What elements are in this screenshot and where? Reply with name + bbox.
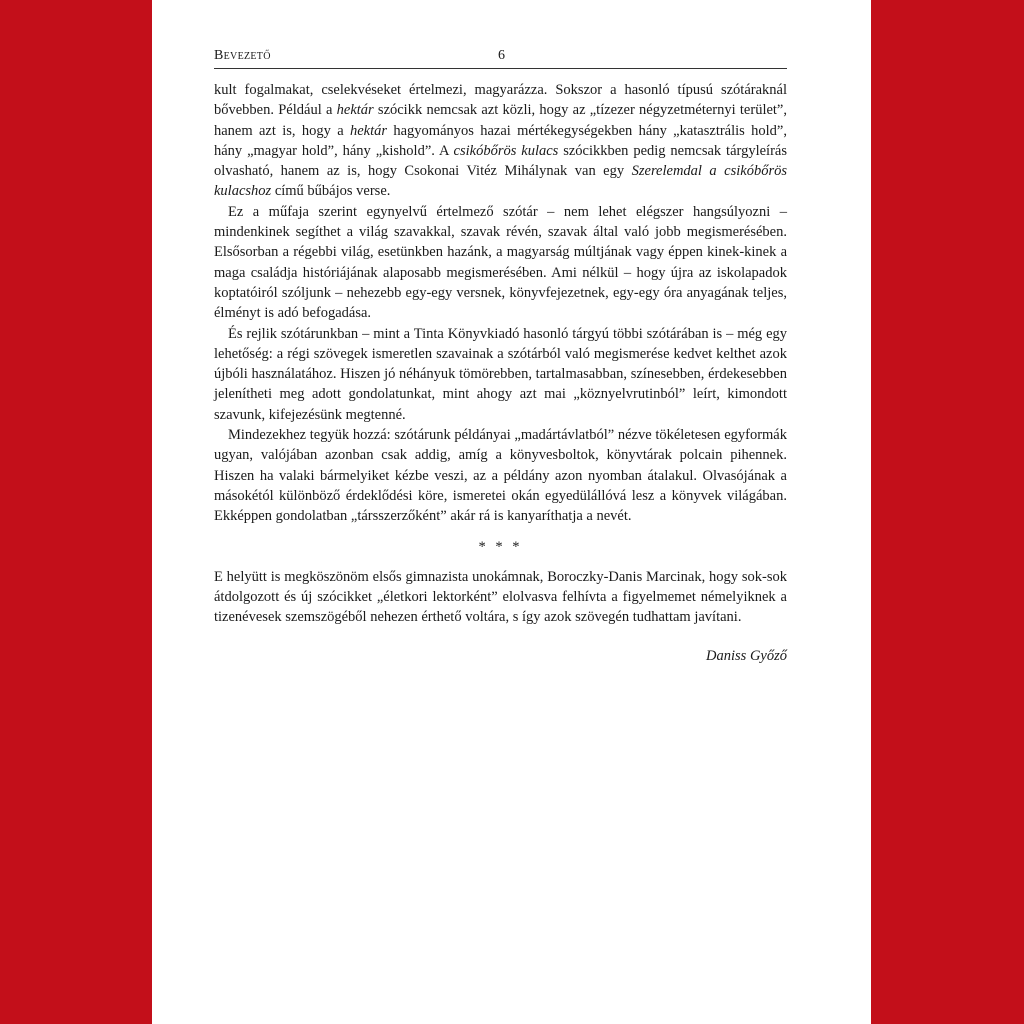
- page-body: [214, 80, 787, 666]
- paragraph-text: kult fogalmakat, cselekvéseket értelmezi, magyarázza. Sokszor a hasonló típusú szótáraknál bővebben. Például a: [214, 82, 787, 119]
- paragraph-text: Mindezekhez tegyük hozzá: szótárunk példányai „madártávlatból” nézve tökéletesen egyformák ugyan, valójában azonban csak addig, amíg a könyvesboltok, könyvtárak polcain pihennek. Hiszen ha valaki bármelyiket kézbe veszi, az a példány azon nyomban átalakul. Olvasójának a másokétól különböző érdeklődési köre, ismeretei okán egyedülállóvá lesz a könyvek világában. Ekképpen gondolatban „társszerzőként” akár rá is kanyaríthatja a nevét.: [214, 427, 787, 525]
- body-paragraph: [214, 425, 787, 526]
- paragraph-text: szócikkben pedig nemcsak tárgyleírás olvasható, hanem az is, hogy Csokonai Vitéz Mihálynak van egy: [214, 142, 787, 180]
- body-paragraph: [214, 80, 787, 202]
- paragraph-text: című bűbájos verse.: [271, 183, 391, 200]
- italic-term: hektár: [349, 122, 388, 139]
- paragraph-text: Ez a műfaja szerint egynyelvű értelmező szótár – nem lehet elégszer hangsúlyozni – mindenkinek segíthet a világ szavakkal, szavak révén, szavak által való jobb megismerésében. Elsősorban a régebbi világ, esetünkben hazánk, a magyarság múltjának vagy éppen kinek-kinek a maga családja históriájának alaposabb megismerésében. Ami nélkül – hogy újra az iskolapadok koptatóiról szóljunk – nehezebb egy-egy versnek, könyvfejezetnek, egy-egy óra anyagának teljes, élményt is adó befogadása.: [214, 203, 787, 322]
- italic-term: csikóbőrös kulacs: [453, 142, 559, 159]
- signature: Daniss Győző: [706, 647, 787, 664]
- closing-paragraph: E helyütt is megköszönöm elsős gimnazista unokámnak, Boroczky-Danis Marcinak, hogy sok-sok átdolgozott és új szócikket „életkori lektorként” elolvasva felhívta a figyelmemet némelyiknek a tizenévesek szemszögéből nehezen érthető voltára, s így azok szövegén tudhattam javítani.: [214, 568, 787, 626]
- section-separator: * * *: [478, 538, 523, 555]
- body-paragraph: [214, 202, 787, 324]
- paragraphs: [214, 80, 787, 527]
- book-page: [152, 0, 871, 1024]
- chapter-title: Bevezető: [214, 48, 271, 63]
- page-number: 6: [498, 48, 505, 63]
- paragraph-text: hagyományos hazai mértékegységekben hány „katasztrális hold”, hány „magyar hold”, hány „kishold”. A: [214, 122, 787, 159]
- italic-term: hektár: [336, 102, 374, 119]
- italic-term: Szerelemdal a csikóbőrös kulacshoz: [214, 163, 787, 200]
- paragraph-text: szócikk nemcsak azt közli, hogy az „tízezer négyzetméternyi terület”, hanem azt is, hogy a: [214, 102, 787, 139]
- body-paragraph: [214, 324, 787, 425]
- paragraph-text: És rejlik szótárunkban – mint a Tinta Könyvkiadó hasonló tárgyú többi szótárában is – még egy lehetőség: a régi szövegek ismeretlen szavainak a szótárból való megismerése kedvet kelthet azok újbóli használatához. Hiszen jó néhányuk tömörebben, tartalmasabban, színesebben, érdekesebben jelenítheti meg adott gondolatunkat, mint ahogy azt mai „köznyelvrutinból” leírt, kimondott szavunk, kifejezésünk megtenné.: [214, 325, 787, 423]
- running-header: [214, 48, 787, 69]
